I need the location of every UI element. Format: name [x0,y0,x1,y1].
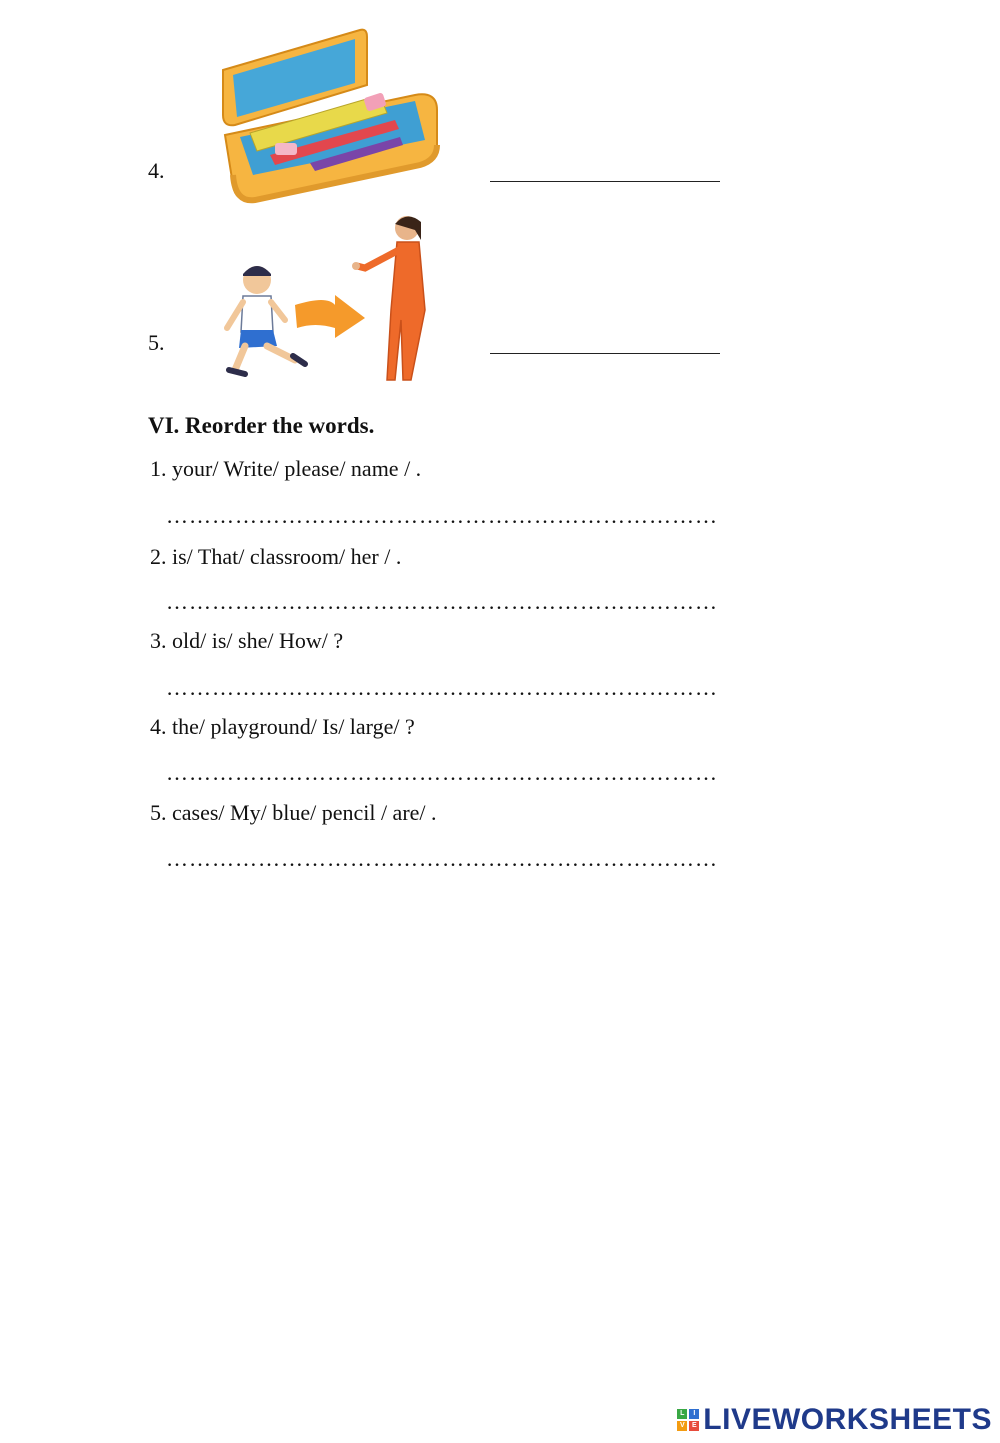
answer-line-1[interactable]: ……………………………………………………………… [166,503,718,528]
answer-line-4[interactable]: ……………………………………………………………… [166,760,718,785]
item-5-answer-line[interactable] [490,353,720,354]
pencil-case-image [215,25,440,205]
item-4-number: 4. [148,158,165,183]
question-2: 2. is/ That/ classroom/ her / . [150,544,402,569]
question-4: 4. the/ playground/ Is/ large/ ? [150,714,415,739]
item-4-answer-line[interactable] [490,181,720,182]
section-title: VI. Reorder the words. [148,413,375,438]
item-5-number: 5. [148,330,165,355]
question-5: 5. cases/ My/ blue/ pencil / are/ . [150,800,437,825]
logo-text: LIVEWORKSHEETS [703,1403,992,1436]
answer-line-3[interactable]: ……………………………………………………………… [166,675,718,700]
liveworksheets-logo [677,1403,992,1437]
question-1: 1. your/ Write/ please/ name / . [150,456,422,481]
answer-line-5[interactable]: ……………………………………………………………… [166,846,718,871]
boy-to-teacher-image [215,210,470,385]
answer-line-2[interactable]: ……………………………………………………………… [166,589,718,614]
logo-mark-icon: L I V E [677,1409,699,1431]
question-3: 3. old/ is/ she/ How/ ? [150,628,344,653]
